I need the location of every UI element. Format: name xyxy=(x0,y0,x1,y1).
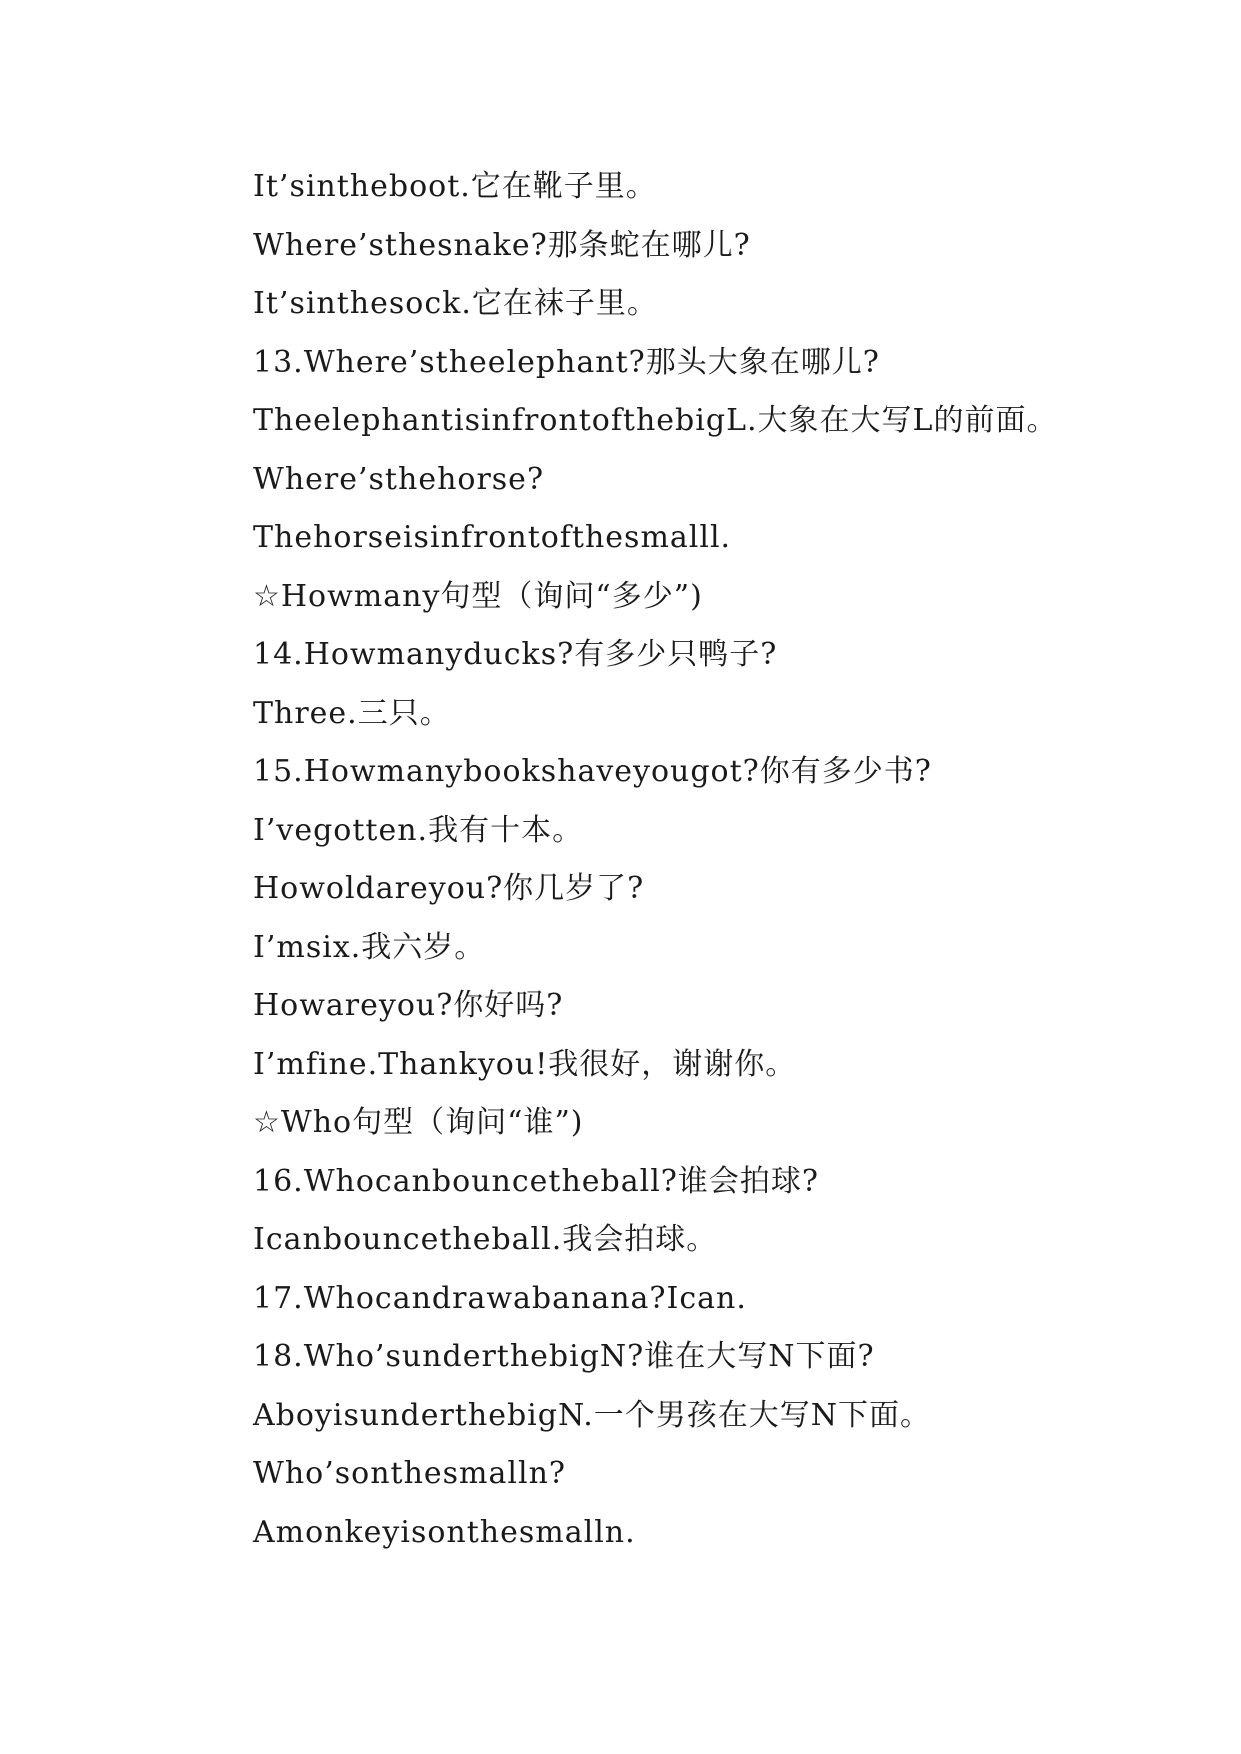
text-line: Amonkeyisonthesmalln. xyxy=(253,1514,636,1550)
text-line: Who’sonthesmalln? xyxy=(253,1456,566,1491)
text-line: Howareyou?你好吗? xyxy=(253,988,564,1023)
section-heading: ☆Howmany句型（询问“多少”) xyxy=(253,578,703,614)
text-line: Three.三只。 xyxy=(253,695,451,731)
text-line: I’msix.我六岁。 xyxy=(253,929,486,965)
text-line: It’sinthesock.它在袜子里。 xyxy=(253,286,658,321)
text-line: Icanbouncetheball.我会拍球。 xyxy=(253,1222,718,1257)
text-line: 16.Whocanbouncetheball?谁会拍球? xyxy=(253,1163,819,1199)
document-body xyxy=(253,158,1183,1562)
text-line: Where’sthesnake?那条蛇在哪儿? xyxy=(253,227,751,263)
text-line: 13.Where’stheelephant?那头大象在哪儿? xyxy=(253,344,880,380)
text-line: 14.Howmanyducks?有多少只鸭子? xyxy=(253,637,778,672)
text-line: It’sintheboot.它在靴子里。 xyxy=(253,169,657,204)
text-line: Thehorseisinfrontofthesmalll. xyxy=(253,520,732,555)
text-line: AboyisunderthebigN.一个男孩在大写N下面。 xyxy=(253,1397,932,1433)
text-line: Where’sthehorse? xyxy=(253,461,545,497)
text-line: 18.Who’sunderthebigN?谁在大写N下面? xyxy=(253,1339,875,1374)
text-line: I’mfine.Thankyou!我很好，谢谢你。 xyxy=(253,1046,797,1082)
text-line: 17.Whocandrawabanana?Ican. xyxy=(253,1280,747,1316)
section-heading: ☆Who句型（询问“谁”) xyxy=(253,1105,584,1140)
text-line: I’vegotten.我有十本。 xyxy=(253,812,584,848)
text-line: Howoldareyou?你几岁了? xyxy=(253,871,645,906)
text-line: TheelephantisinfrontofthebigL.大象在大写L的前面。 xyxy=(253,403,1058,438)
text-line: 15.Howmanybookshaveyougot?你有多少书? xyxy=(253,754,932,789)
